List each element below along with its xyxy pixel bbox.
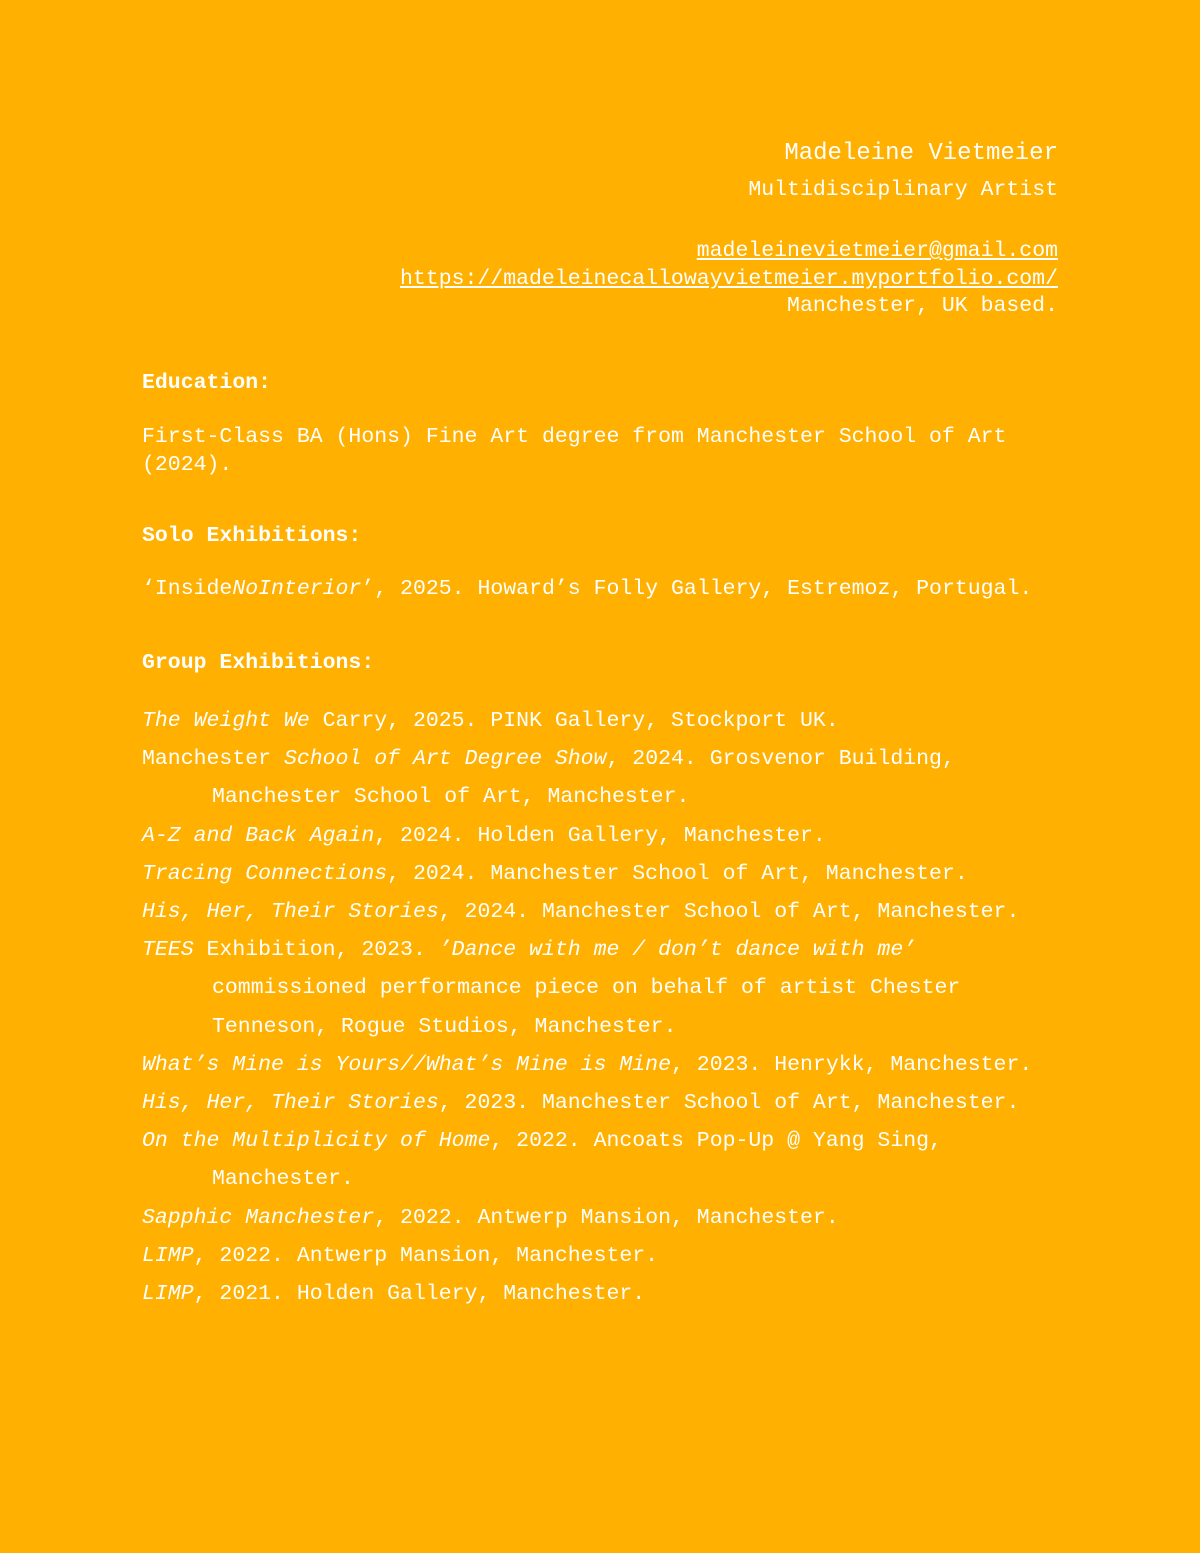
exhibition-item [142,931,1062,1046]
exhibition-title: School of Art Degree Show [283,747,607,772]
exhibition-item [142,1199,1062,1237]
exhibition-detail: , 2024. Holden Gallery, Manchester. [374,823,826,848]
solo-list [142,575,1062,603]
exhibition-detail: , 2022. Ancoats Pop-Up @ Yang Sing, Manchester. [212,1129,942,1192]
education-heading: Education: [142,371,272,395]
artist-title: Multidisciplinary Artist [748,178,1058,202]
group-heading: Group Exhibitions: [142,651,375,675]
exhibition-detail: , 2022. Antwerp Mansion, Manchester. [193,1243,659,1268]
exhibition-item [142,1237,1062,1275]
exhibition-detail: , 2023. Henrykk, Manchester. [671,1052,1033,1077]
exhibition-detail: , 2024. Manchester School of Art, Manchester. [438,900,1020,925]
exhibition-detail: , 2023. Manchester School of Art, Manchester. [438,1091,1020,1116]
exhibition-title: What’s Mine is Yours//What’s Mine is Mine [142,1052,671,1077]
exhibition-detail: , 2021. Holden Gallery, Manchester. [193,1282,646,1307]
exhibition-item [142,575,1062,603]
exhibition-item [142,1084,1062,1122]
exhibition-title: Sapphic Manchester [142,1205,375,1230]
exhibition-detail: , 2024. Grosvenor Building, Manchester School of Art, Manchester. [212,747,955,810]
exhibition-item [142,855,1062,893]
exhibition-title: His, Her, Their Stories [142,900,439,925]
exhibition-detail: ’, 2025. Howard’s Folly Gallery, Estremoz, Portugal. [361,577,1033,601]
location: Manchester, UK based. [787,294,1058,318]
artist-name: Madeleine Vietmeier [784,140,1058,167]
exhibition-item [142,1122,1062,1198]
education-text: First-Class BA (Hons) Fine Art degree from Manchester School of Art (2024). [142,425,1007,477]
exhibition-title: His, Her, Their Stories [142,1091,439,1116]
exhibition-detail: , 2024. Manchester School of Art, Manchester. [387,861,968,886]
exhibition-detail: , 2022. Antwerp Mansion, Manchester. [374,1205,839,1230]
exhibition-title: A-Z and Back Again [142,823,375,848]
exhibition-detail: commissioned performance piece on behalf of artist Chester Tenneson, Rogue Studios, Manchester. [212,976,961,1039]
website-link[interactable]: https://madeleinecallowayvietmeier.myportfolio.com/ [399,267,1058,291]
exhibition-item [142,1046,1062,1084]
exhibition-title: The Weight We [142,709,310,733]
exhibition-title: LIMP [142,1282,194,1307]
solo-heading: Solo Exhibitions: [142,524,362,548]
exhibition-item [142,817,1062,855]
exhibition-title: LIMP [142,1243,194,1268]
exhibition-title: On the Multiplicity of Home [142,1129,491,1154]
exhibition-title: Tracing Connections [142,861,388,886]
exhibition-item [142,893,1062,931]
exhibition-detail: Carry, 2025. PINK Gallery, Stockport UK. [309,709,839,733]
exhibition-item [142,1275,1062,1313]
exhibition-detail: Manchester [142,747,284,772]
exhibition-title: TEES [142,938,194,963]
exhibition-detail: ‘Inside [142,577,233,601]
email-link[interactable]: madeleinevietmeier@gmail.com [696,239,1058,263]
exhibition-item [142,740,1062,816]
exhibition-title: NoInterior [232,577,362,601]
exhibition-detail: Exhibition, 2023. [193,938,439,963]
group-list [142,702,1062,1313]
exhibition-item [142,702,1062,740]
exhibition-title: ’Dance with me / don’t dance with me’ [438,938,917,963]
